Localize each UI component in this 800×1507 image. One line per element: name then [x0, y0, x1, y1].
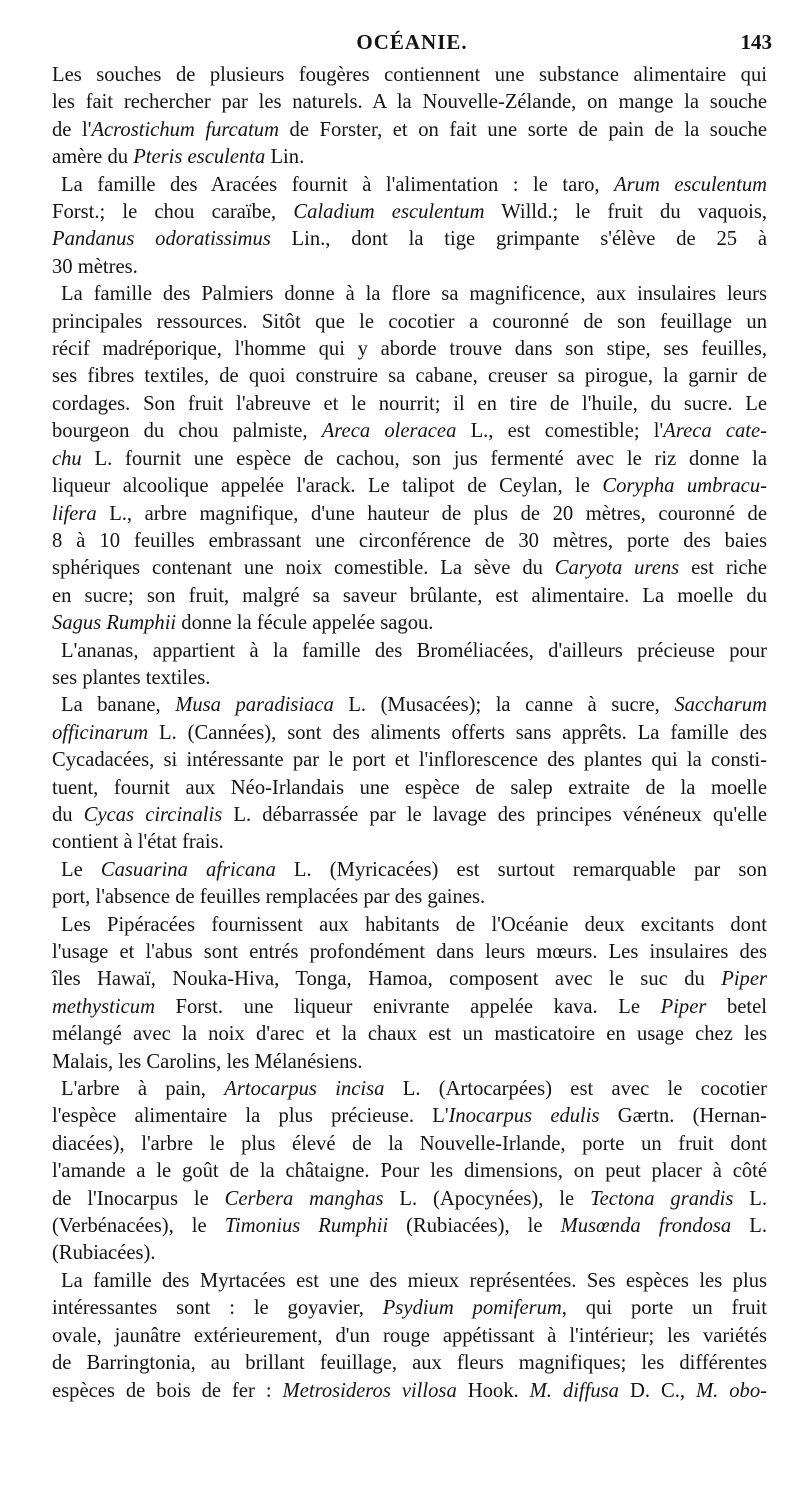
- text-line: les fait rechercher par les naturels. A la Nouvelle-Zélande, on mange la souche: [52, 91, 767, 114]
- text-line: récif madréporique, l'homme qui y aborde trouve dans son stipe, ses feuilles,: [52, 338, 767, 361]
- text-line: bourgeon du chou palmiste, Areca oleracea L., est comestible; l'Areca cate-: [52, 420, 768, 443]
- body-text: [52, 62, 767, 1405]
- text-line: amère du Pteris esculenta Lin.: [52, 146, 305, 169]
- text-line: Sagus Rumphii donne la fécule appelée sagou.: [52, 612, 434, 635]
- text-line: L'arbre à pain, Artocarpus incisa L. (Artocarpées) est avec le cocotier: [61, 1078, 768, 1101]
- text-line: du Cycas circinalis L. débarrassée par le lavage des principes vénéneux qu'elle: [52, 803, 767, 826]
- text-line: La famille des Myrtacées est une des mieux représentées. Ses espèces les plus: [61, 1269, 767, 1292]
- text-line: mélangé avec la noix d'arec et la chaux est un masticatoire en usage chez les: [52, 1023, 767, 1046]
- text-line: l'espèce alimentaire la plus précieuse. L'Inocarpus edulis Gærtn. (Hernan-: [52, 1105, 767, 1128]
- text-line: principales ressources. Sitôt que le cocotier a couronné de son feuillage un: [52, 310, 767, 333]
- text-line: cordages. Son fruit l'abreuve et le nourrit; il en tire de l'huile, du sucre. Le: [52, 392, 767, 415]
- text-line: methysticum Forst. une liqueur enivrante appelée kava. Le Piper betel: [52, 995, 768, 1018]
- text-line: ses fibres textiles, de quoi construire sa cabane, creuser sa pirogue, la garnir de: [52, 365, 767, 388]
- text-line: diacées), l'arbre le plus élevé de la Nouvelle-Irlande, porte un fruit dont: [52, 1132, 767, 1155]
- text-line: La famille des Aracées fournit à l'alimentation : le taro, Arum esculentum: [61, 173, 767, 196]
- text-line: 30 mètres.: [52, 255, 138, 278]
- text-line: Malais, les Carolins, les Mélanésiens.: [52, 1050, 363, 1073]
- text-line: contient à l'état frais.: [52, 831, 224, 854]
- text-line: 8 à 10 feuilles embrassant une circonférence de 30 mètres, porte des baies: [52, 529, 767, 552]
- text-line: de l'Inocarpus le Cerbera manghas L. (Apocynées), le Tectona grandis L.: [52, 1187, 767, 1210]
- running-title: OCÉANIE.: [356, 30, 468, 54]
- text-line: officinarum L. (Cannées), sont des aliments offerts sans apprêts. La famille des: [52, 721, 767, 744]
- text-line: Le Casuarina africana L. (Myricacées) est surtout remarquable par son: [61, 858, 768, 881]
- running-header: [52, 30, 772, 58]
- text-line: (Rubiacées).: [52, 1242, 156, 1265]
- text-line: espèces de bois de fer : Metrosideros villosa Hook. M. diffusa D. C., M. obo-: [52, 1379, 768, 1402]
- text-line: sphériques contenant une noix comestible. La sève du Caryota urens est riche: [52, 557, 767, 580]
- text-line: intéressantes sont : le goyavier, Psydium pomiferum, qui porte un fruit: [52, 1297, 768, 1320]
- text-line: (Verbénacées), le Timonius Rumphii (Rubiacées), le Musœnda frondosa L.: [52, 1215, 767, 1238]
- text-line: îles Hawaï, Nouka-Hiva, Tonga, Hamoa, composent avec le suc du Piper: [52, 968, 767, 991]
- text-line: chu L. fournit une espèce de cachou, son jus fermenté avec le riz donne la: [52, 447, 767, 470]
- text-line: en sucre; son fruit, malgré sa saveur brûlante, est alimentaire. La moelle du: [52, 584, 767, 607]
- text-line: L'ananas, appartient à la famille des Broméliacées, d'ailleurs précieuse pour: [61, 639, 767, 662]
- text-line: lifera L., arbre magnifique, d'une hauteur de plus de 20 mètres, couronné de: [52, 502, 767, 525]
- text-line: Cycadacées, si intéressante par le port et l'inflorescence des plantes qui la consti-: [52, 749, 767, 772]
- text-line: ovale, jaunâtre extérieurement, d'un rouge appétissant à l'intérieur; les variétés: [52, 1324, 767, 1347]
- text-line: port, l'absence de feuilles remplacées par des gaines.: [52, 886, 486, 909]
- page-number: 143: [740, 30, 772, 54]
- text-line: La banane, Musa paradisiaca L. (Musacées); la canne à sucre, Saccharum: [61, 694, 767, 717]
- text-line: Les Pipéracées fournissent aux habitants de l'Océanie deux excitants dont: [61, 913, 767, 936]
- text-line: de Barringtonia, au brillant feuillage, aux fleurs magnifiques; les différentes: [52, 1352, 767, 1375]
- text-line: tuent, fournit aux Néo-Irlandais une espèce de salep extraite de la moelle: [52, 776, 767, 799]
- text-line: l'usage et l'abus sont entrés profondément dans leurs mœurs. Les insulaires des: [52, 941, 767, 963]
- text-line: l'amande a le goût de la châtaigne. Pour les dimensions, on peut placer à côté: [52, 1160, 767, 1183]
- text-line: La famille des Palmiers donne à la flore sa magnificence, aux insulaires leurs: [61, 283, 767, 306]
- text-line: ses plantes textiles.: [52, 666, 211, 689]
- text-line: de l'Acrostichum furcatum de Forster, et on fait une sorte de pain de la souche: [52, 118, 767, 141]
- text-line: Pandanus odoratissimus Lin., dont la tige grimpante s'élève de 25 à: [52, 228, 767, 251]
- text-line: liqueur alcoolique appelée l'arack. Le talipot de Ceylan, le Corypha umbracu-: [52, 475, 767, 498]
- text-line: Forst.; le chou caraïbe, Caladium esculentum Willd.; le fruit du vaquois,: [52, 201, 768, 224]
- text-line: Les souches de plusieurs fougères contiennent une substance alimentaire qui: [52, 64, 767, 86]
